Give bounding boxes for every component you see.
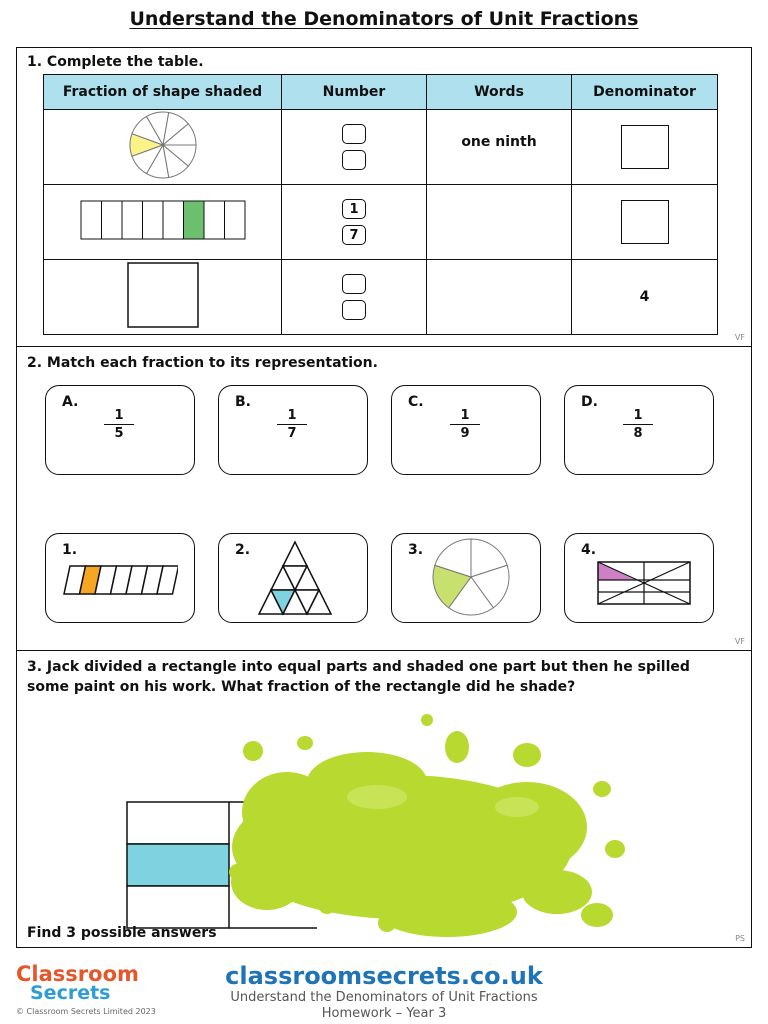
bar-segment xyxy=(81,201,102,239)
question-2-title: 2. Match each fraction to its representation. xyxy=(27,355,378,371)
number-cell xyxy=(282,185,427,260)
table-row xyxy=(44,110,718,185)
question-3-title xyxy=(27,657,690,697)
representation-card-4[interactable] xyxy=(564,533,714,623)
fraction-numerator: 1 xyxy=(104,408,134,425)
card-label: 2. xyxy=(235,542,251,558)
denominator-cell: 4 xyxy=(572,260,718,335)
shape-cell xyxy=(44,110,282,185)
bar-segment xyxy=(163,201,184,239)
representation-card-2[interactable] xyxy=(218,533,368,623)
bar-segment xyxy=(224,201,245,239)
paint-splat-icon xyxy=(229,714,625,937)
table-header-row xyxy=(44,75,718,110)
shape-cell xyxy=(44,185,282,260)
parallelogram-bar-icon xyxy=(62,564,178,596)
numerator-input[interactable] xyxy=(342,274,366,294)
fraction xyxy=(450,408,480,441)
denominator-answer-box[interactable] xyxy=(621,200,669,244)
table-header: Fraction of shape shaded xyxy=(44,75,282,110)
question-2-box xyxy=(16,346,752,651)
fraction-denominator: 7 xyxy=(287,426,297,441)
question-tag: VF xyxy=(734,637,745,646)
footer-level: Homework – Year 3 xyxy=(321,1006,447,1021)
denominator-input[interactable] xyxy=(342,150,366,170)
table-header: Words xyxy=(427,75,572,110)
denominator-value: 7 xyxy=(342,225,366,245)
page-title-text: Understand the Denominators of Unit Fractions xyxy=(129,8,639,30)
numerator-input[interactable] xyxy=(342,124,366,144)
representation-card-1[interactable] xyxy=(45,533,195,623)
fraction-card-b[interactable] xyxy=(218,385,368,475)
question-tag: VF xyxy=(734,333,745,342)
table-header: Number xyxy=(282,75,427,110)
number-cell xyxy=(282,110,427,185)
bar-segment xyxy=(122,201,143,239)
denominator-cell xyxy=(572,110,718,185)
question-1-title: 1. Complete the table. xyxy=(27,54,204,70)
bar-eighths-icon xyxy=(80,200,246,240)
fraction xyxy=(104,408,134,441)
fraction xyxy=(623,408,653,441)
denominator-input[interactable] xyxy=(342,300,366,320)
fraction-card-c[interactable] xyxy=(391,385,541,475)
copyright: © Classroom Secrets Limited 2023 xyxy=(16,1007,156,1016)
denominator-cell xyxy=(572,185,718,260)
representation-card-3[interactable] xyxy=(391,533,541,623)
card-label: 1. xyxy=(62,542,78,558)
denominator-answer-box[interactable] xyxy=(621,125,669,169)
bar-segment xyxy=(101,201,122,239)
fraction-numerator: 1 xyxy=(277,408,307,425)
footer-subtitle: Understand the Denominators of Unit Fractions xyxy=(230,990,538,1005)
footer-url[interactable]: classroomsecrets.co.uk xyxy=(225,962,543,990)
words-cell[interactable] xyxy=(427,185,572,260)
fraction-denominator: 9 xyxy=(460,426,470,441)
table-row xyxy=(44,260,718,335)
shape-cell xyxy=(44,260,282,335)
card-label: A. xyxy=(62,394,79,410)
fraction xyxy=(277,408,307,441)
card-label: B. xyxy=(235,394,251,410)
circle-ninths-icon xyxy=(128,110,198,180)
question-1-box xyxy=(16,47,752,347)
question-3-box xyxy=(16,650,752,948)
card-label: 4. xyxy=(581,542,597,558)
words-cell: one ninth xyxy=(427,110,572,185)
bar-segment xyxy=(142,201,163,239)
question-tag: PS xyxy=(735,934,745,943)
question-3-title-line: 3. Jack divided a rectangle into equal parts and shaded one part but then he spilled xyxy=(27,659,690,675)
pie-circle-icon xyxy=(428,534,514,620)
logo-line: Classroom xyxy=(16,962,139,986)
fraction-table xyxy=(43,74,718,335)
words-cell[interactable] xyxy=(427,260,572,335)
fraction-numerator: 1 xyxy=(623,408,653,425)
fraction-denominator: 5 xyxy=(114,426,124,441)
table-row xyxy=(44,185,718,260)
bar-segment xyxy=(183,201,204,239)
square-icon xyxy=(127,262,199,328)
fraction-denominator: 8 xyxy=(633,426,643,441)
question-3-prompt: Find 3 possible answers xyxy=(27,925,217,941)
number-cell xyxy=(282,260,427,335)
card-label: D. xyxy=(581,394,598,410)
paint-spill-illustration xyxy=(117,707,657,947)
table-header: Denominator xyxy=(572,75,718,110)
triangle-grid-icon xyxy=(255,538,335,620)
card-label: 3. xyxy=(408,542,424,558)
question-3-title-line: some paint on his work. What fraction of the rectangle did he shade? xyxy=(27,679,576,695)
fraction-card-a[interactable] xyxy=(45,385,195,475)
bar-segment xyxy=(204,201,225,239)
divided-rectangle-icon xyxy=(595,558,693,608)
numerator-value: 1 xyxy=(342,199,366,219)
logo-line: Secrets xyxy=(30,982,111,1004)
fraction-card-d[interactable] xyxy=(564,385,714,475)
card-label: C. xyxy=(408,394,424,410)
page-title xyxy=(0,8,768,30)
fraction-numerator: 1 xyxy=(450,408,480,425)
triangle-up xyxy=(283,542,307,566)
